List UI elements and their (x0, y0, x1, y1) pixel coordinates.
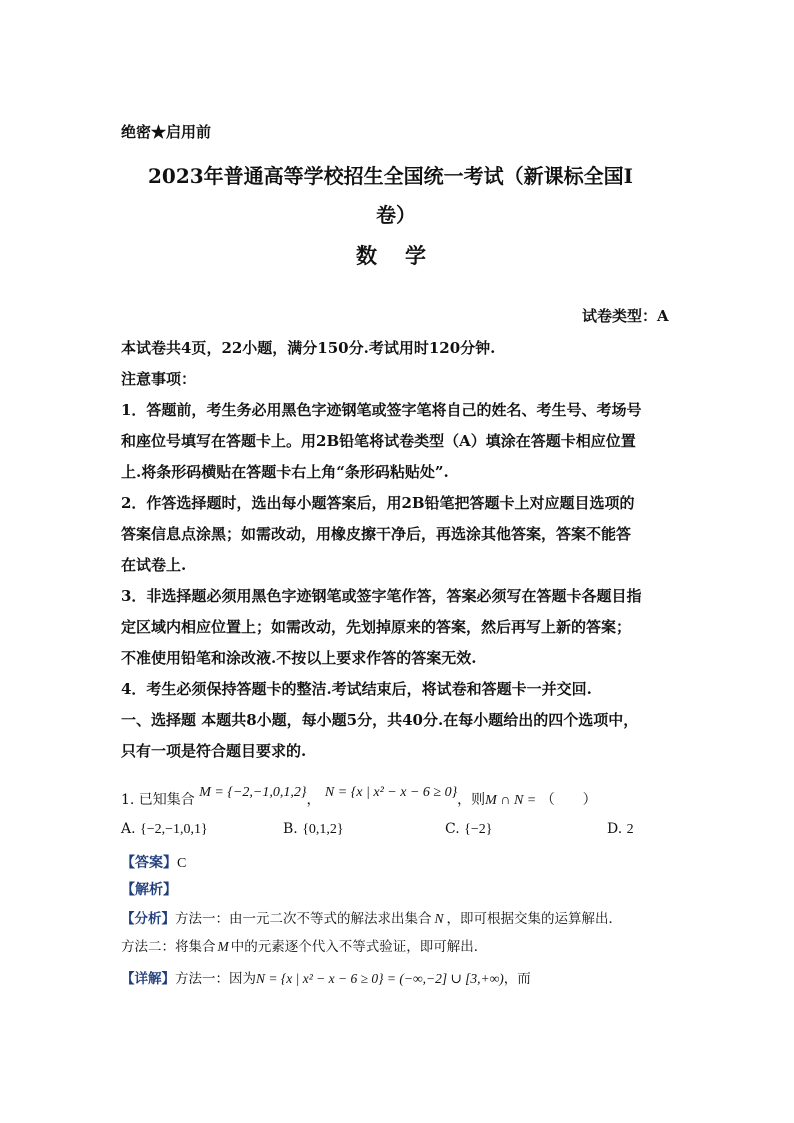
note-2-line3: 在试卷上. (121, 556, 187, 574)
note-3-line2: 定区域内相应位置上；如需改动，先划掉原来的答案，然后再写上新的答案； (121, 618, 632, 636)
method2-text1: 方法二：将集合 (121, 939, 216, 955)
option-a-label: A. (121, 821, 136, 837)
question-1-prefix: 1. 已知集合 (121, 792, 195, 808)
analysis-tag: 【解析】 (121, 882, 177, 898)
xiangjie-formula: N = {x | x² − x − 6 ≥ 0} = (−∞,−2] ∪ [3,+∞) (256, 971, 504, 986)
xiangjie-text: 方法一：因为 (175, 971, 256, 987)
exam-title-line2: 卷） (376, 203, 416, 227)
note-3-line1: 3．非选择题必须用黑色字迹钢笔或签字笔作答，答案必须写在答题卡各题目指 (121, 587, 642, 605)
fenxi-line (121, 907, 622, 927)
option-d (607, 821, 634, 838)
method2-text2: 中的元素逐个代入不等式验证，即可解出． (230, 939, 488, 955)
note-2-line1: 2．作答选择题时，选出每小题答案后，用2B铅笔把答题卡上对应题目选项的 (121, 494, 635, 512)
fenxi-text1: 方法一：由一元二次不等式的解法求出集合 (175, 911, 432, 927)
option-b-label: B. (283, 821, 298, 837)
option-d-label: D. (607, 821, 623, 837)
answer-tag: 【答案】 (121, 855, 177, 871)
confidential-mark: 绝密★启用前 (121, 123, 212, 141)
xiangjie-line (121, 967, 531, 987)
option-c-label: C. (445, 821, 460, 837)
section-heading-line1: 一、选择题 本题共8小题，每小题5分，共40分.在每小题给出的四个选项中， (121, 711, 639, 729)
fenxi-tag: 【分析】 (121, 911, 175, 927)
note-2-line2: 答案信息点涂黑；如需改动，用橡皮擦干净后，再选涂其他答案，答案不能答 (121, 525, 632, 543)
notes-title: 注意事项： (121, 370, 197, 388)
option-a-value: {−2,−1,0,1} (140, 822, 208, 837)
answer-value: C (177, 856, 187, 871)
section-heading-line2: 只有一项是符合题目要求的. (121, 742, 307, 760)
question-1 (121, 785, 597, 809)
note-1-line2: 和座位号填写在答题卡上。用2B铅笔将试卷类型（A）填涂在答题卡相应位置 (121, 432, 636, 450)
question-1-then: ，则 (457, 792, 486, 808)
exam-title-line1: 2023年普通高等学校招生全国统一考试（新课标全国Ⅰ (148, 164, 634, 188)
paper-summary: 本试卷共4页，22小题，满分150分.考试用时120分钟. (121, 339, 496, 357)
set-n-formula: N = {x | x² − x − 6 ≥ 0} (324, 785, 458, 800)
paper-type: 试卷类型：A (582, 307, 669, 325)
answer-line (121, 852, 186, 872)
note-3-line3: 不准使用铅笔和涂改液.不按以上要求作答的答案无效. (121, 649, 477, 667)
option-d-value: 2 (626, 822, 634, 837)
option-a (121, 821, 208, 838)
option-c-value: {−2} (464, 822, 493, 837)
subject-title: 数学 (356, 243, 454, 268)
option-b (283, 821, 344, 838)
method2-var: M (217, 939, 229, 954)
method2-line (121, 935, 487, 955)
question-1-comma: ， (306, 792, 321, 808)
note-1-line3: 上.将条形码横贴在答题卡右上角“条形码粘贴处”. (121, 463, 449, 481)
xiangjie-tail: ，而 (503, 971, 531, 987)
fenxi-text2: ，即可根据交集的运算解出． (446, 911, 623, 927)
note-4-line1: 4．考生必须保持答题卡的整洁.考试结束后，将试卷和答题卡一并交回. (121, 680, 592, 698)
fenxi-var: N (434, 911, 444, 926)
answer-parentheses: （ ） (540, 792, 597, 808)
note-1-line1: 1．答题前，考生务必用黑色字迹钢笔或签字笔将自己的姓名、考生号、考场号 (121, 401, 642, 419)
xiangjie-tag: 【详解】 (121, 971, 175, 987)
intersection-formula: M ∩ N = (485, 793, 537, 808)
option-b-value: {0,1,2} (302, 822, 344, 837)
analysis-line (121, 879, 177, 899)
set-m-formula: M = {−2,−1,0,1,2} (199, 785, 307, 800)
option-c (445, 821, 492, 838)
